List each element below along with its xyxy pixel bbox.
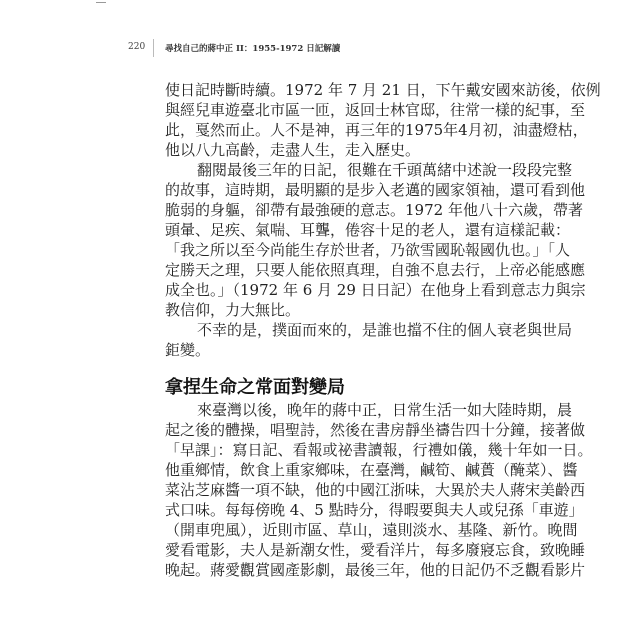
text-line: 「早課」：寫日記、看報或祕書讀報，行禮如儀，幾十年如一日。 (165, 441, 593, 459)
text-line: 定勝天之理，只要人能依照真理，自強不息去行，上帝必能感應 (165, 261, 586, 279)
running-title: 尋找自己的蔣中正 II：1955-1972 日記解讀 (165, 44, 341, 54)
crop-mark (96, 2, 106, 3)
text-line: 不幸的是，撲面而來的，是誰也擋不住的個人衰老與世局 (197, 321, 573, 339)
text-line: 此，戛然而止。人不是神，再三年的1975年4月初，油盡燈枯， (165, 121, 588, 139)
text-line: 教信仰，力大無比。 (165, 301, 301, 319)
text-line: 菜沾芝麻醬一項不缺，他的中國江浙味，大異於夫人蔣宋美齡西 (165, 481, 586, 499)
text-line: 使日記時斷時續。1972 年 7 月 21 日，下午戴安國來訪後，依例 (165, 81, 601, 99)
text-line: 晚起。蔣愛觀賞國產影劇，最後三年，他的日記仍不乏觀看影片 (165, 561, 586, 579)
text-line: 式口味。每每傍晚 4、5 點時分，得暇要與夫人或兒孫「車遊」 (165, 501, 584, 519)
text-line: 頭暈、足疾、氣喘、耳聾，倦容十足的老人，還有這樣記載： (165, 221, 571, 239)
section-heading: 拿捏生命之常面對變局 (165, 377, 345, 398)
text-line: 「我之所以至今尚能生存於世者，乃欲雪國恥報國仇也。」「人 (165, 241, 571, 259)
text-line: 的故事，這時期，最明顯的是步入老邁的國家領袖，還可看到他 (165, 181, 586, 199)
text-line: 他以八九高齡，走盡人生，走入歷史。 (165, 141, 421, 159)
text-line: 成全也。」（1972 年 6 月 29 日日記）在他身上看到意志力與宗 (165, 281, 586, 299)
text-line: 翻閱最後三年的日記，很難在千頭萬緒中述說一段段完整 (197, 161, 573, 179)
text-line: 與經兒車遊臺北市區一匝，返回士林官邸，往常一樣的紀事，至 (165, 101, 586, 119)
text-line: 他重鄉情，飲食上重家鄉味，在臺灣，鹹筍、鹹蕢（醃菜）、醬 (165, 461, 578, 479)
text-line: 脆弱的身軀，卻帶有最強硬的意志。1972 年他八十六歲，帶著 (165, 201, 583, 219)
text-line: （開車兜風），近則市區、草山，遠則淡水、基隆、新竹。晚間 (165, 521, 578, 539)
text-line: 愛看電影，夫人是新潮女性，愛看洋片，每多廢寢忘食，致晚睡 (165, 541, 586, 559)
text-line: 鉅變。 (165, 341, 211, 359)
page-number: 220 (128, 42, 146, 52)
header-divider (153, 39, 154, 57)
text-line: 來臺灣以後，晚年的蔣中正，日常生活一如大陸時期，晨 (197, 401, 573, 419)
text-line: 起之後的體操，唱聖詩，然後在書房靜坐禱告四十分鐘，接著做 (165, 421, 586, 439)
